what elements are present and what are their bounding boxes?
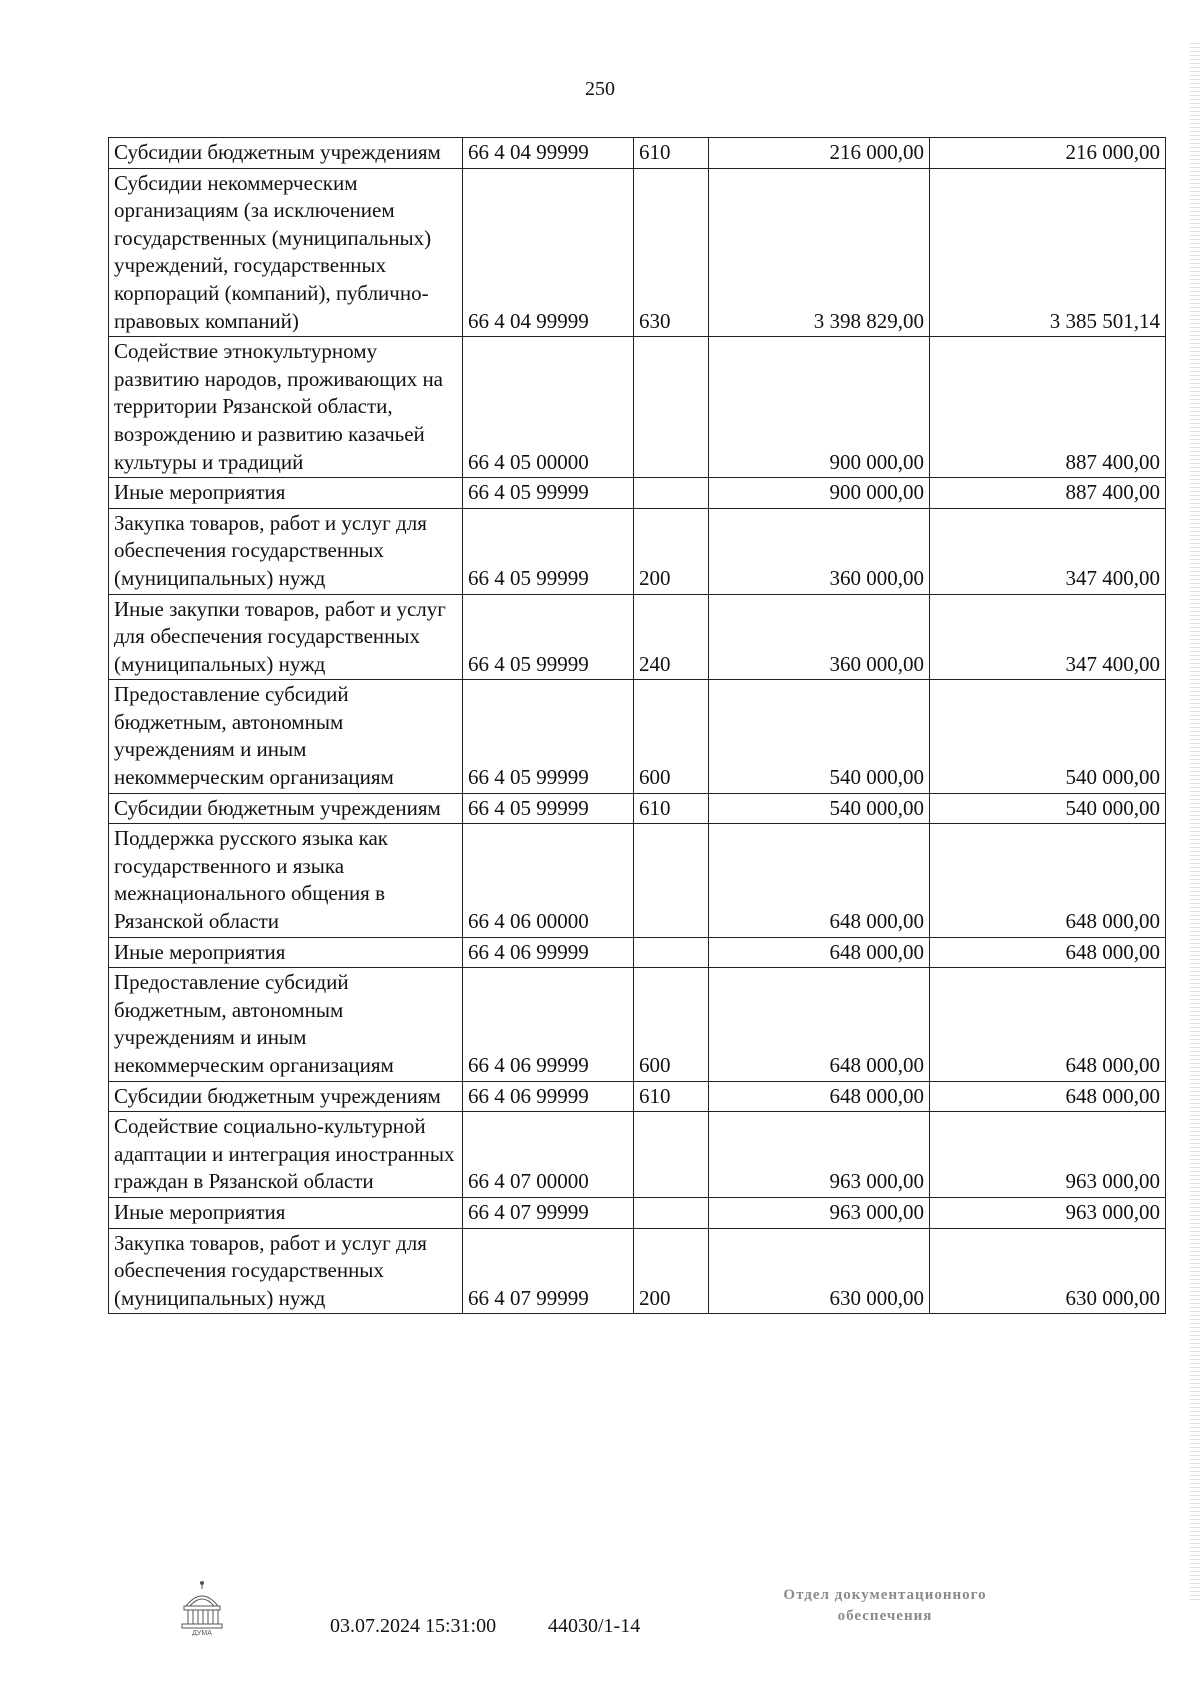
row-code-cell: 66 4 06 99999 [463, 968, 634, 1081]
row-code-cell: 66 4 07 99999 [463, 1197, 634, 1228]
stamp-line-1: Отдел документационного [783, 1587, 987, 1603]
row-code-cell: 66 4 05 00000 [463, 337, 634, 478]
table-row [109, 594, 1166, 680]
table-row [109, 1112, 1166, 1198]
row-kind-cell [634, 937, 709, 968]
row-name-cell: Иные мероприятия [109, 478, 463, 509]
row-actual-amount-cell: 3 385 501,14 [930, 168, 1166, 337]
row-code-cell: 66 4 05 99999 [463, 478, 634, 509]
row-kind-cell [634, 824, 709, 937]
row-kind-cell: 610 [634, 793, 709, 824]
budget-table-body [109, 138, 1166, 1314]
budget-table [108, 137, 1166, 1314]
row-kind-cell: 600 [634, 680, 709, 793]
row-kind-cell [634, 337, 709, 478]
row-name-cell: Субсидии бюджетным учреждениям [109, 1081, 463, 1112]
row-name-cell: Поддержка русского языка как государственного и языка межнационального общения в Рязанской области [109, 824, 463, 937]
table-row [109, 937, 1166, 968]
row-code-cell: 66 4 07 00000 [463, 1112, 634, 1198]
row-kind-cell: 610 [634, 138, 709, 169]
row-plan-amount-cell: 900 000,00 [709, 478, 930, 509]
row-plan-amount-cell: 963 000,00 [709, 1112, 930, 1198]
row-kind-cell [634, 478, 709, 509]
row-plan-amount-cell: 540 000,00 [709, 680, 930, 793]
row-actual-amount-cell: 887 400,00 [930, 337, 1166, 478]
row-plan-amount-cell: 3 398 829,00 [709, 168, 930, 337]
stamp-line-2: обеспечения [837, 1608, 933, 1624]
row-code-cell: 66 4 05 99999 [463, 680, 634, 793]
row-name-cell: Закупка товаров, работ и услуг для обеспечения государственных (муниципальных) нужд [109, 508, 463, 594]
row-plan-amount-cell: 630 000,00 [709, 1228, 930, 1314]
row-actual-amount-cell: 540 000,00 [930, 793, 1166, 824]
row-actual-amount-cell: 963 000,00 [930, 1197, 1166, 1228]
row-code-cell: 66 4 06 99999 [463, 937, 634, 968]
row-name-cell: Содействие социально-культурной адаптации и интеграция иностранных граждан в Рязанской области [109, 1112, 463, 1198]
row-kind-cell: 200 [634, 1228, 709, 1314]
row-kind-cell [634, 1197, 709, 1228]
table-row [109, 793, 1166, 824]
row-name-cell: Предоставление субсидий бюджетным, автономным учреждениям и иным некоммерческим организациям [109, 968, 463, 1081]
footer-doc-number: 44030/1-14 [548, 1615, 641, 1637]
table-row [109, 1197, 1166, 1228]
row-actual-amount-cell: 216 000,00 [930, 138, 1166, 169]
table-row [109, 478, 1166, 509]
duma-logo-icon [178, 1580, 226, 1636]
row-kind-cell: 610 [634, 1081, 709, 1112]
table-row [109, 968, 1166, 1081]
row-plan-amount-cell: 963 000,00 [709, 1197, 930, 1228]
row-name-cell: Субсидии некоммерческим организациям (за исключением государственных (муниципальных) учреждений, государственных корпораций (компаний), публично-правовых компаний) [109, 168, 463, 337]
row-actual-amount-cell: 540 000,00 [930, 680, 1166, 793]
row-plan-amount-cell: 900 000,00 [709, 337, 930, 478]
row-code-cell: 66 4 06 99999 [463, 1081, 634, 1112]
row-actual-amount-cell: 648 000,00 [930, 968, 1166, 1081]
row-code-cell: 66 4 05 99999 [463, 508, 634, 594]
row-plan-amount-cell: 360 000,00 [709, 508, 930, 594]
row-plan-amount-cell: 648 000,00 [709, 937, 930, 968]
row-kind-cell: 240 [634, 594, 709, 680]
table-row [109, 337, 1166, 478]
scan-edge-artifact [1190, 40, 1200, 1600]
table-row [109, 1228, 1166, 1314]
row-kind-cell [634, 1112, 709, 1198]
row-actual-amount-cell: 887 400,00 [930, 478, 1166, 509]
row-code-cell: 66 4 04 99999 [463, 168, 634, 337]
table-row [109, 824, 1166, 937]
row-kind-cell: 200 [634, 508, 709, 594]
row-name-cell: Иные закупки товаров, работ и услуг для обеспечения государственных (муниципальных) нужд [109, 594, 463, 680]
row-name-cell: Содействие этнокультурному развитию народов, проживающих на территории Рязанской области, возрождению и развитию казачьей культуры и традиций [109, 337, 463, 478]
table-row [109, 508, 1166, 594]
row-name-cell: Субсидии бюджетным учреждениям [109, 138, 463, 169]
row-plan-amount-cell: 216 000,00 [709, 138, 930, 169]
row-kind-cell: 600 [634, 968, 709, 1081]
table-row [109, 680, 1166, 793]
row-actual-amount-cell: 963 000,00 [930, 1112, 1166, 1198]
row-plan-amount-cell: 360 000,00 [709, 594, 930, 680]
table-row [109, 1081, 1166, 1112]
row-name-cell: Субсидии бюджетным учреждениям [109, 793, 463, 824]
row-actual-amount-cell: 347 400,00 [930, 508, 1166, 594]
row-name-cell: Иные мероприятия [109, 1197, 463, 1228]
department-stamp [745, 1585, 1025, 1627]
svg-text:ДУМА: ДУМА [192, 1630, 212, 1636]
row-code-cell: 66 4 07 99999 [463, 1228, 634, 1314]
row-plan-amount-cell: 648 000,00 [709, 968, 930, 1081]
row-plan-amount-cell: 540 000,00 [709, 793, 930, 824]
row-plan-amount-cell: 648 000,00 [709, 824, 930, 937]
row-code-cell: 66 4 04 99999 [463, 138, 634, 169]
row-plan-amount-cell: 648 000,00 [709, 1081, 930, 1112]
row-kind-cell: 630 [634, 168, 709, 337]
row-actual-amount-cell: 648 000,00 [930, 937, 1166, 968]
row-code-cell: 66 4 05 99999 [463, 594, 634, 680]
row-code-cell: 66 4 05 99999 [463, 793, 634, 824]
row-name-cell: Закупка товаров, работ и услуг для обеспечения государственных (муниципальных) нужд [109, 1228, 463, 1314]
row-actual-amount-cell: 347 400,00 [930, 594, 1166, 680]
table-row [109, 138, 1166, 169]
row-name-cell: Предоставление субсидий бюджетным, автономным учреждениям и иным некоммерческим организациям [109, 680, 463, 793]
row-code-cell: 66 4 06 00000 [463, 824, 634, 937]
table-row [109, 168, 1166, 337]
row-actual-amount-cell: 648 000,00 [930, 824, 1166, 937]
row-actual-amount-cell: 630 000,00 [930, 1228, 1166, 1314]
row-name-cell: Иные мероприятия [109, 937, 463, 968]
row-actual-amount-cell: 648 000,00 [930, 1081, 1166, 1112]
page-number: 250 [585, 78, 615, 100]
footer-datetime: 03.07.2024 15:31:00 [330, 1615, 497, 1637]
